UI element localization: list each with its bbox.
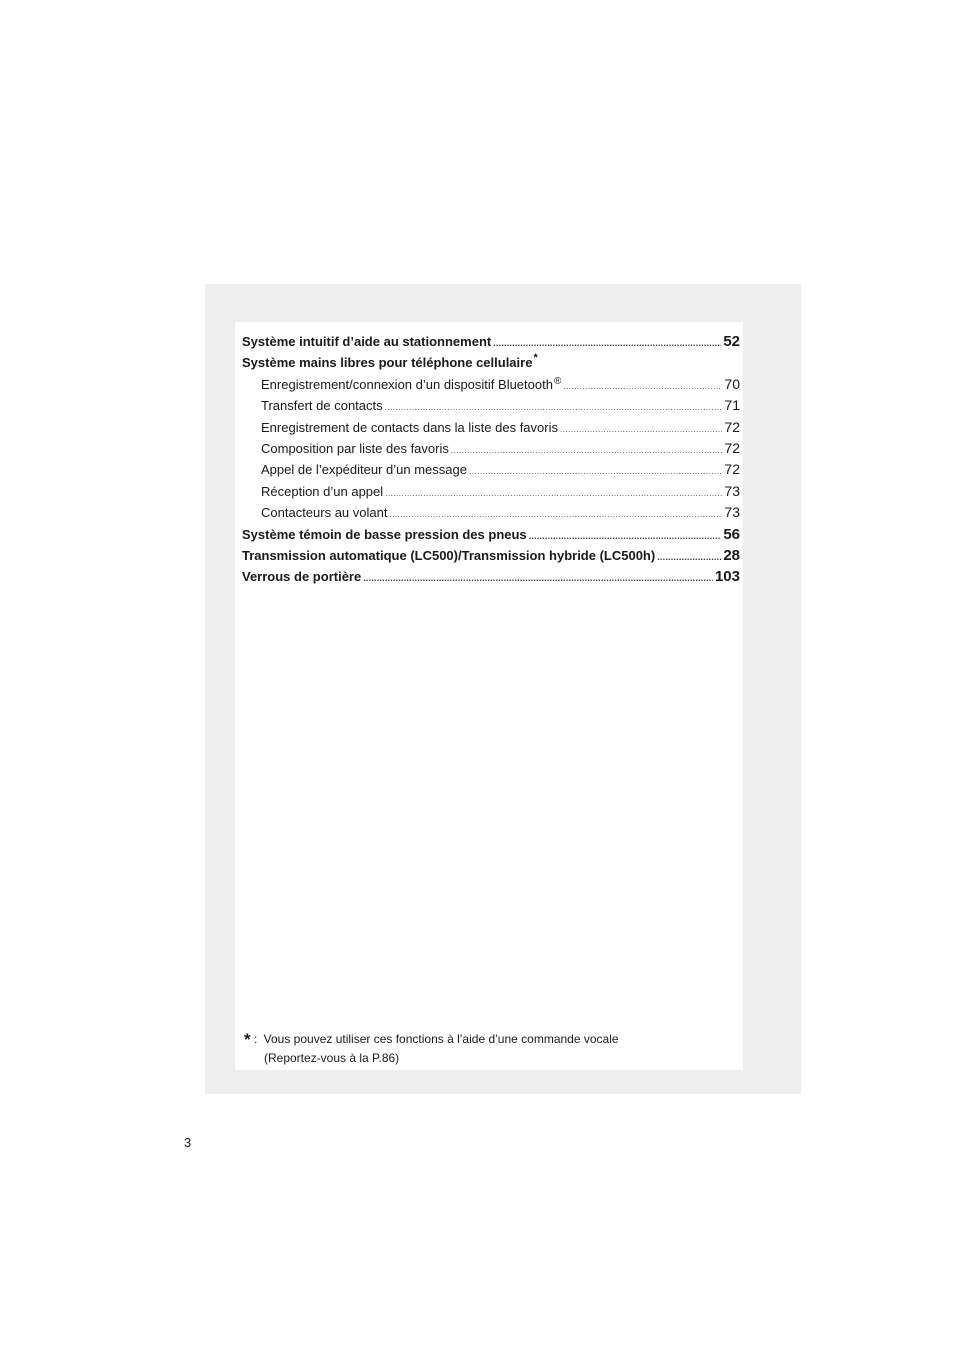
toc-entry-title: Enregistrement/connexion d’un dispositif Bluetooth — [261, 376, 553, 392]
toc-entry-page: 73 — [724, 504, 740, 521]
dot-leader — [563, 376, 722, 397]
toc-entry-receive-call[interactable] — [242, 481, 740, 502]
toc-entry-title: Système intuitif d’aide au stationnement — [242, 334, 492, 349]
toc-entry-contact-transfer[interactable] — [242, 395, 740, 416]
toc-entry-title: Contacteurs au volant — [261, 505, 388, 521]
registered-mark: ® — [553, 375, 562, 387]
dot-leader — [389, 504, 722, 525]
toc-entry-steering-switches[interactable] — [242, 502, 740, 523]
toc-entry-title: Transfert de contacts — [261, 398, 383, 414]
toc-entry-page: 70 — [724, 375, 740, 392]
dot-leader — [493, 333, 721, 354]
footnote-line-2: (Reportez-vous à la P.86) — [264, 1051, 400, 1065]
table-of-contents — [242, 331, 740, 588]
footnote-line-1 — [244, 1028, 724, 1049]
dot-leader — [385, 397, 723, 418]
dot-leader — [363, 568, 713, 589]
toc-entry-page: 52 — [723, 333, 740, 350]
dot-leader — [529, 526, 722, 547]
toc-entry-transmission[interactable] — [242, 545, 740, 566]
toc-entry-page: 72 — [724, 439, 740, 456]
toc-entry-page: 73 — [724, 482, 740, 499]
toc-entry-title: Transmission automatique (LC500)/Transmission hybride (LC500h) — [242, 547, 656, 563]
page-number: 3 — [184, 1135, 192, 1150]
footnote-marker: * — [244, 1030, 251, 1049]
toc-entry-page: 72 — [724, 418, 740, 435]
toc-entry-title: Composition par liste des favoris — [261, 440, 449, 456]
toc-entry-title: Réception d’un appel — [261, 483, 384, 499]
dot-leader — [451, 440, 723, 461]
footnote-separator: : — [253, 1032, 258, 1046]
toc-entry-page: 103 — [714, 568, 740, 586]
toc-entry-tire-pressure[interactable] — [242, 524, 740, 545]
dot-leader — [657, 547, 721, 568]
toc-entry-page: 28 — [723, 546, 740, 564]
toc-entry-bluetooth-registration[interactable] — [242, 374, 740, 395]
toc-entry-call-message-sender[interactable] — [242, 459, 740, 480]
toc-entry-door-locks[interactable] — [242, 566, 740, 587]
dot-leader — [469, 461, 722, 482]
voice-command-marker: * — [533, 352, 538, 365]
toc-entry-title: Système mains libres pour téléphone cellulaire — [242, 355, 533, 371]
toc-entry-page: 71 — [724, 397, 740, 414]
dot-leader — [385, 483, 722, 504]
footnote — [244, 1028, 724, 1068]
toc-entry-page: 56 — [723, 525, 740, 543]
toc-entry-hands-free-phone[interactable] — [242, 352, 740, 373]
toc-entry-parking-assist[interactable] — [242, 331, 740, 352]
dot-leader — [560, 419, 722, 440]
footnote-text: Vous pouvez utiliser ces fonctions à l’aide d’une commande vocale — [263, 1032, 619, 1046]
toc-entry-title: Système témoin de basse pression des pneus — [242, 526, 527, 542]
toc-entry-favorites-dialing[interactable] — [242, 438, 740, 459]
toc-entry-title: Verrous de portière — [242, 569, 362, 585]
toc-entry-title: Enregistrement de contacts dans la liste des favoris — [261, 419, 558, 435]
toc-entry-favorites-registration[interactable] — [242, 417, 740, 438]
toc-entry-title: Appel de l’expéditeur d’un message — [261, 462, 467, 478]
toc-entry-page: 72 — [724, 461, 740, 478]
